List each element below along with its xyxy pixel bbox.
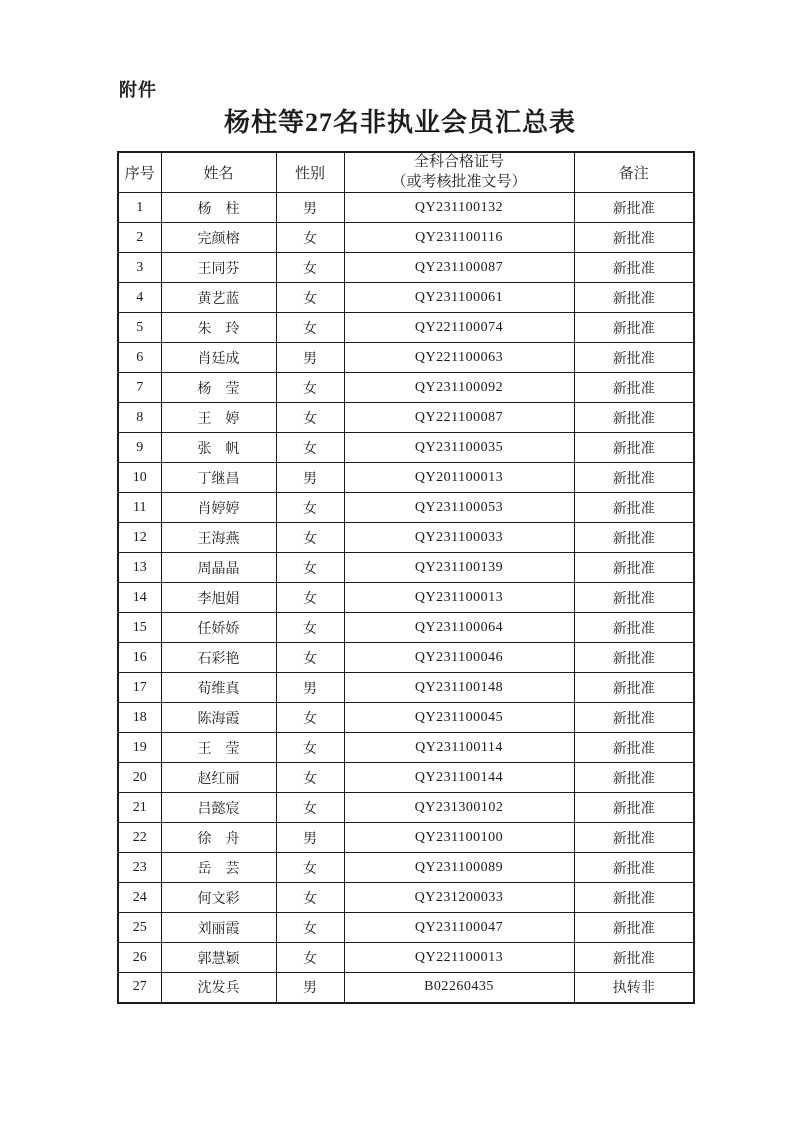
header-row	[118, 152, 694, 193]
cell-remark: 新批准	[574, 703, 694, 733]
table-row	[118, 193, 694, 223]
cell-name: 杨 柱	[161, 193, 276, 223]
cell-index: 1	[118, 193, 161, 223]
cell-remark: 新批准	[574, 463, 694, 493]
table-row	[118, 883, 694, 913]
cell-gender: 男	[276, 463, 344, 493]
cell-cert: QY231100033	[344, 523, 574, 553]
cell-gender: 女	[276, 553, 344, 583]
cell-gender: 女	[276, 793, 344, 823]
cell-gender: 女	[276, 583, 344, 613]
cell-cert: QY231100148	[344, 673, 574, 703]
cell-index: 23	[118, 853, 161, 883]
cell-gender: 女	[276, 313, 344, 343]
attachment-label: 附件	[119, 80, 157, 100]
cell-cert: QY231100013	[344, 583, 574, 613]
cell-index: 2	[118, 223, 161, 253]
table-row	[118, 733, 694, 763]
cell-index: 21	[118, 793, 161, 823]
cell-index: 20	[118, 763, 161, 793]
cell-name: 肖婷婷	[161, 493, 276, 523]
cell-remark: 新批准	[574, 913, 694, 943]
cell-gender: 男	[276, 973, 344, 1003]
header-gender: 性别	[276, 152, 344, 193]
cell-remark: 新批准	[574, 853, 694, 883]
cell-remark: 新批准	[574, 433, 694, 463]
cell-cert: QY221100074	[344, 313, 574, 343]
cell-name: 王同芬	[161, 253, 276, 283]
cell-remark: 新批准	[574, 523, 694, 553]
member-table-body	[118, 193, 694, 1003]
table-row	[118, 763, 694, 793]
cell-cert: QY221100013	[344, 943, 574, 973]
cell-name: 完颜榕	[161, 223, 276, 253]
cell-gender: 女	[276, 703, 344, 733]
cell-name: 朱 玲	[161, 313, 276, 343]
cell-name: 吕懿宸	[161, 793, 276, 823]
cell-cert: QY231100089	[344, 853, 574, 883]
cell-index: 22	[118, 823, 161, 853]
cell-remark: 新批准	[574, 823, 694, 853]
cell-remark: 新批准	[574, 583, 694, 613]
table-row	[118, 523, 694, 553]
cell-remark: 新批准	[574, 343, 694, 373]
cell-index: 24	[118, 883, 161, 913]
cell-cert: QY231100139	[344, 553, 574, 583]
table-row	[118, 283, 694, 313]
table-row	[118, 853, 694, 883]
cell-index: 12	[118, 523, 161, 553]
cell-gender: 男	[276, 823, 344, 853]
cell-gender: 女	[276, 253, 344, 283]
table-row	[118, 793, 694, 823]
cell-gender: 女	[276, 943, 344, 973]
cell-name: 陈海霞	[161, 703, 276, 733]
cell-cert: QY231100114	[344, 733, 574, 763]
cell-gender: 男	[276, 193, 344, 223]
cell-cert: QY231100046	[344, 643, 574, 673]
cell-remark: 新批准	[574, 493, 694, 523]
cell-gender: 女	[276, 223, 344, 253]
cell-gender: 女	[276, 493, 344, 523]
cell-remark: 新批准	[574, 673, 694, 703]
table-row	[118, 493, 694, 523]
cell-remark: 新批准	[574, 283, 694, 313]
cell-gender: 女	[276, 613, 344, 643]
cell-gender: 女	[276, 763, 344, 793]
table-row	[118, 943, 694, 973]
cell-cert: B02260435	[344, 973, 574, 1003]
cell-gender: 女	[276, 883, 344, 913]
cell-index: 6	[118, 343, 161, 373]
cell-cert: QY231100144	[344, 763, 574, 793]
cell-remark: 新批准	[574, 643, 694, 673]
cell-remark: 新批准	[574, 403, 694, 433]
cell-remark: 新批准	[574, 793, 694, 823]
cell-gender: 女	[276, 643, 344, 673]
cell-gender: 女	[276, 523, 344, 553]
table-row	[118, 703, 694, 733]
cell-index: 11	[118, 493, 161, 523]
cell-cert: QY231300102	[344, 793, 574, 823]
cell-remark: 新批准	[574, 313, 694, 343]
cell-name: 郭慧颖	[161, 943, 276, 973]
table-row	[118, 313, 694, 343]
cell-cert: QY231100045	[344, 703, 574, 733]
cell-remark: 新批准	[574, 373, 694, 403]
cell-index: 27	[118, 973, 161, 1003]
cell-name: 张 帆	[161, 433, 276, 463]
cell-cert: QY231100053	[344, 493, 574, 523]
cell-index: 3	[118, 253, 161, 283]
cell-name: 任娇娇	[161, 613, 276, 643]
cell-index: 15	[118, 613, 161, 643]
header-name: 姓名	[161, 152, 276, 193]
cell-index: 5	[118, 313, 161, 343]
cell-index: 19	[118, 733, 161, 763]
table-row	[118, 583, 694, 613]
cell-remark: 新批准	[574, 613, 694, 643]
cell-remark: 新批准	[574, 223, 694, 253]
cell-name: 何文彩	[161, 883, 276, 913]
cell-gender: 女	[276, 853, 344, 883]
cell-index: 4	[118, 283, 161, 313]
cell-cert: QY221100063	[344, 343, 574, 373]
cell-name: 王 婷	[161, 403, 276, 433]
cell-gender: 男	[276, 343, 344, 373]
header-certificate-line1: 全科合格证号	[413, 154, 504, 170]
cell-gender: 女	[276, 283, 344, 313]
cell-gender: 女	[276, 433, 344, 463]
cell-index: 10	[118, 463, 161, 493]
cell-remark: 新批准	[574, 193, 694, 223]
cell-index: 9	[118, 433, 161, 463]
cell-index: 26	[118, 943, 161, 973]
table-row	[118, 643, 694, 673]
table-row	[118, 253, 694, 283]
cell-name: 丁继昌	[161, 463, 276, 493]
cell-index: 16	[118, 643, 161, 673]
header-index: 序号	[118, 152, 161, 193]
cell-gender: 女	[276, 733, 344, 763]
table-row	[118, 343, 694, 373]
cell-remark: 新批准	[574, 943, 694, 973]
page-title: 杨柱等27名非执业会员汇总表	[223, 108, 576, 137]
table-row	[118, 373, 694, 403]
table-row	[118, 913, 694, 943]
table-header	[118, 152, 694, 193]
cell-index: 18	[118, 703, 161, 733]
cell-cert: QY201100013	[344, 463, 574, 493]
table-row	[118, 673, 694, 703]
member-summary-table	[117, 151, 695, 1004]
cell-remark: 新批准	[574, 883, 694, 913]
cell-cert: QY231100035	[344, 433, 574, 463]
cell-name: 王海燕	[161, 523, 276, 553]
cell-index: 8	[118, 403, 161, 433]
cell-cert: QY231200033	[344, 883, 574, 913]
cell-index: 14	[118, 583, 161, 613]
cell-name: 周晶晶	[161, 553, 276, 583]
table-row	[118, 403, 694, 433]
table-row	[118, 823, 694, 853]
cell-name: 沈发兵	[161, 973, 276, 1003]
cell-remark: 新批准	[574, 763, 694, 793]
cell-remark: 新批准	[574, 253, 694, 283]
cell-cert: QY231100132	[344, 193, 574, 223]
cell-remark: 执转非	[574, 973, 694, 1003]
cell-cert: QY231100061	[344, 283, 574, 313]
cell-gender: 女	[276, 913, 344, 943]
cell-name: 肖廷成	[161, 343, 276, 373]
cell-gender: 女	[276, 373, 344, 403]
cell-cert: QY231100064	[344, 613, 574, 643]
header-remark: 备注	[574, 152, 694, 193]
cell-name: 杨 莹	[161, 373, 276, 403]
cell-index: 7	[118, 373, 161, 403]
cell-gender: 男	[276, 673, 344, 703]
cell-cert: QY231100087	[344, 253, 574, 283]
cell-name: 黄艺蓝	[161, 283, 276, 313]
cell-name: 徐 舟	[161, 823, 276, 853]
cell-name: 荀维真	[161, 673, 276, 703]
cell-index: 17	[118, 673, 161, 703]
cell-cert: QY231100116	[344, 223, 574, 253]
table-row	[118, 613, 694, 643]
cell-name: 王 莹	[161, 733, 276, 763]
cell-cert: QY231100100	[344, 823, 574, 853]
header-certificate	[344, 152, 574, 193]
cell-remark: 新批准	[574, 553, 694, 583]
cell-name: 李旭娟	[161, 583, 276, 613]
cell-cert: QY221100087	[344, 403, 574, 433]
table-row	[118, 223, 694, 253]
cell-cert: QY231100047	[344, 913, 574, 943]
cell-name: 石彩艳	[161, 643, 276, 673]
cell-cert: QY231100092	[344, 373, 574, 403]
table-row	[118, 433, 694, 463]
table-row	[118, 973, 694, 1003]
table-row	[118, 553, 694, 583]
cell-name: 赵红丽	[161, 763, 276, 793]
cell-gender: 女	[276, 403, 344, 433]
cell-index: 25	[118, 913, 161, 943]
cell-name: 刘丽霞	[161, 913, 276, 943]
table-row	[118, 463, 694, 493]
cell-index: 13	[118, 553, 161, 583]
header-certificate-line2: （或考核批准文号）	[391, 173, 527, 190]
cell-remark: 新批准	[574, 733, 694, 763]
cell-name: 岳 芸	[161, 853, 276, 883]
